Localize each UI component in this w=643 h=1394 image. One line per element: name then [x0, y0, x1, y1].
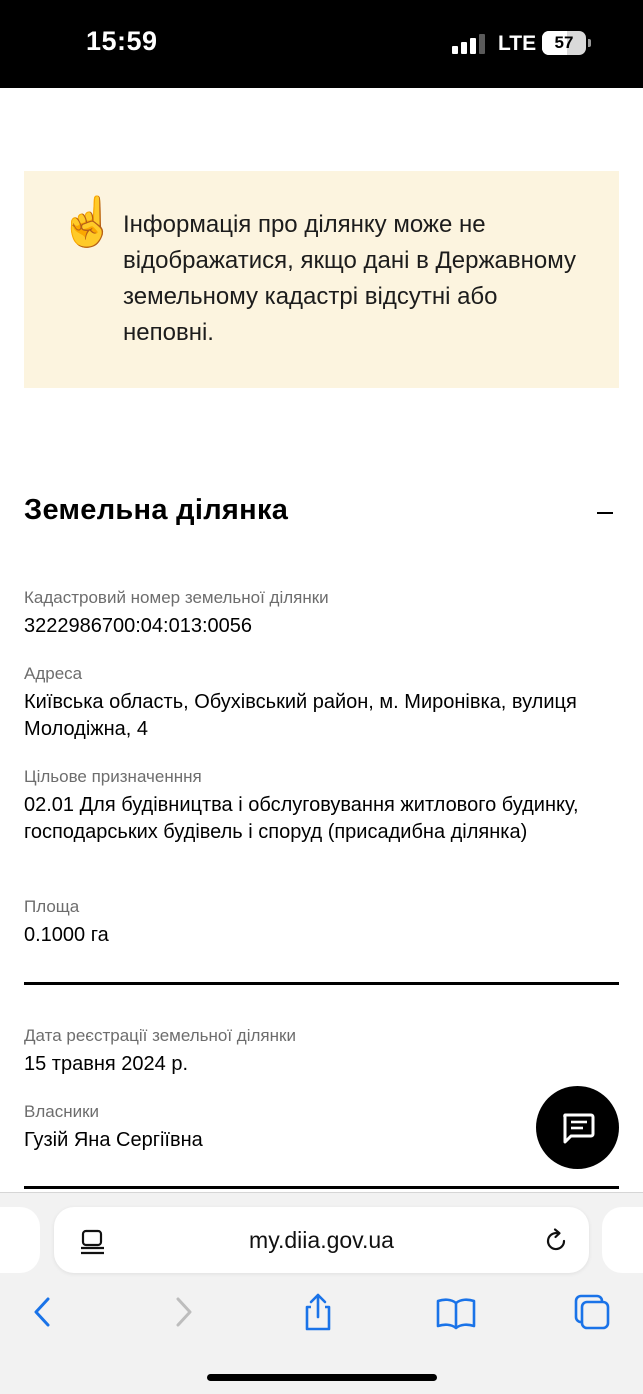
book-icon	[434, 1293, 478, 1333]
back-button[interactable]	[22, 1293, 66, 1333]
share-button[interactable]	[296, 1293, 340, 1333]
previous-tab-preview[interactable]	[0, 1207, 40, 1273]
notice-text: Інформація про ділянку може не відображатися, якщо дані в Державному земельному кадастрі відсутні або неповні.	[123, 211, 576, 346]
url-text[interactable]: my.diia.gov.ua	[249, 1227, 394, 1253]
tabs-button[interactable]	[570, 1293, 614, 1333]
field-value: Гузій Яна Сергіївна	[24, 1129, 203, 1151]
network-type: LTE	[498, 32, 537, 55]
address-bar[interactable]	[54, 1207, 589, 1273]
reload-icon[interactable]	[542, 1227, 570, 1255]
home-indicator	[207, 1374, 437, 1381]
section-divider	[24, 1186, 619, 1189]
address-field	[24, 663, 604, 743]
cadastral-number-field	[24, 587, 604, 640]
field-label: Цільове призначенння	[24, 767, 202, 786]
field-label: Власники	[24, 1102, 100, 1121]
status-bar	[0, 0, 643, 88]
forward-button[interactable]	[160, 1293, 204, 1333]
chevron-left-icon	[22, 1293, 66, 1333]
battery-icon	[542, 31, 586, 55]
field-value: Київська область, Обухівський район, м. Миронівка, вулиця Молодіжна, 4	[24, 691, 577, 740]
share-icon	[296, 1293, 340, 1333]
field-label: Площа	[24, 897, 80, 916]
owners-field	[24, 1101, 604, 1154]
cellular-signal-icon	[452, 34, 488, 54]
field-label: Кадастровий номер земельної ділянки	[24, 588, 329, 607]
section-title: Земельна ділянка	[24, 494, 289, 526]
collapse-button[interactable]	[590, 498, 620, 528]
section-divider	[24, 982, 619, 985]
pointing-finger-icon: ☝️	[58, 196, 118, 249]
battery-level: 57	[554, 33, 574, 52]
purpose-field	[24, 766, 604, 846]
tabs-icon	[570, 1293, 614, 1333]
registration-date-field	[24, 1025, 604, 1078]
status-time: 15:59	[86, 26, 158, 56]
next-tab-preview[interactable]	[602, 1207, 643, 1273]
bookmarks-button[interactable]	[434, 1293, 478, 1333]
field-value: 0.1000 га	[24, 924, 109, 946]
field-value: 3222986700:04:013:0056	[24, 615, 253, 637]
chat-icon	[561, 1112, 595, 1144]
battery-tip	[588, 39, 591, 47]
field-label: Адреса	[24, 664, 83, 683]
info-notice	[24, 171, 619, 388]
field-value: 02.01 Для будівництва і обслуговування житлового будинку, господарських будівель і споруд (присадибна ділянка)	[24, 794, 579, 843]
browser-toolbar	[0, 1192, 643, 1394]
field-value: 15 травня 2024 р.	[24, 1053, 188, 1075]
chat-button[interactable]	[536, 1086, 619, 1169]
field-label: Дата реєстрації земельної ділянки	[24, 1026, 296, 1045]
area-field	[24, 896, 604, 949]
chevron-right-icon	[160, 1293, 204, 1333]
